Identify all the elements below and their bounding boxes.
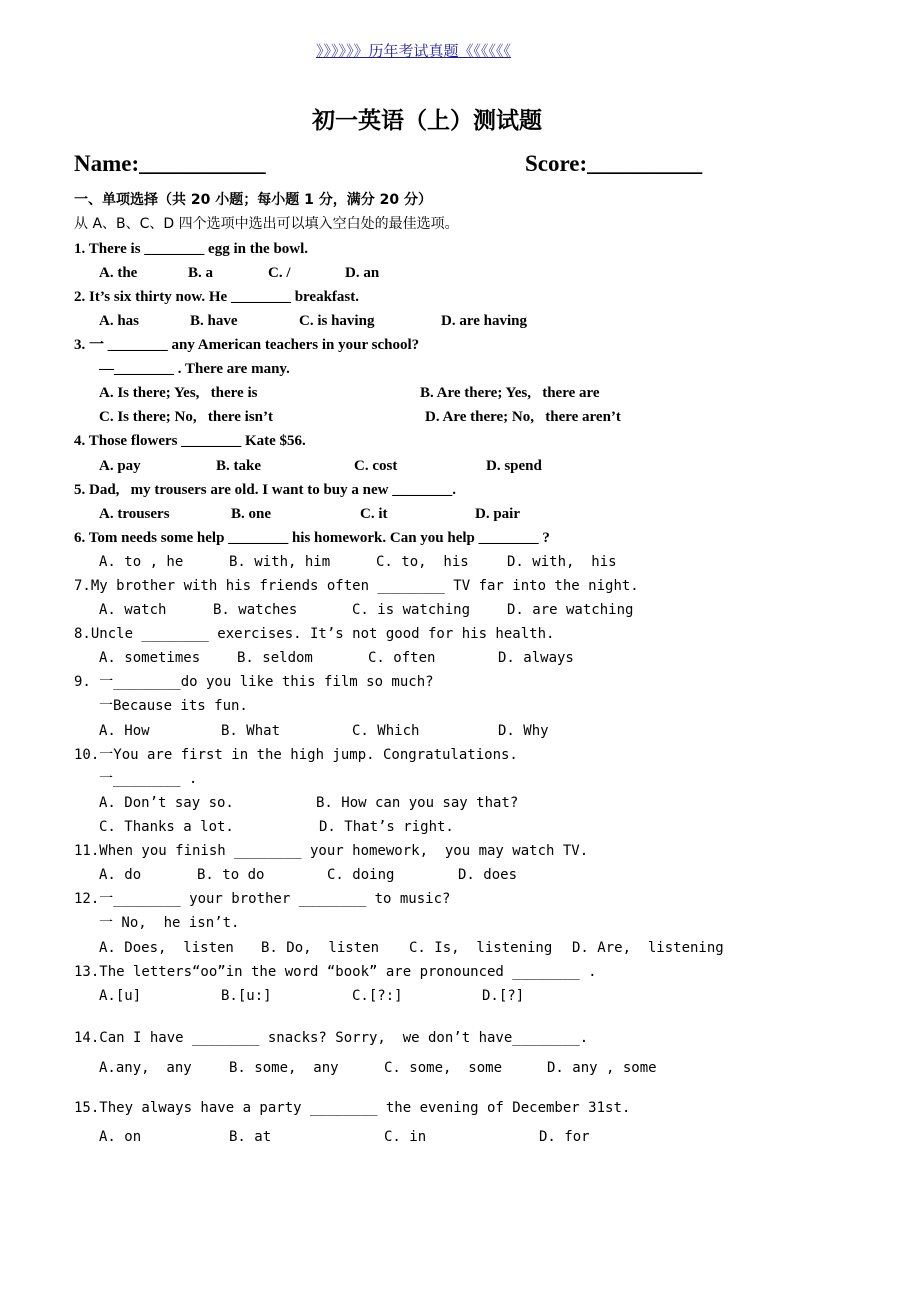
option-a: A.[u] xyxy=(99,988,142,1004)
option-d: D. does xyxy=(458,867,518,883)
option-c: C. Which xyxy=(352,723,420,739)
question-stem: 15.They always have a party ________ the evening of December 31st. xyxy=(74,1100,631,1116)
option-b: B. at xyxy=(229,1129,272,1145)
option-c: C. Is there; No, there isn’t xyxy=(99,409,274,425)
question-options xyxy=(0,1058,920,1078)
question-stem: 4. Those flowers ________ Kate $56. xyxy=(74,433,306,449)
option-b: B. with, him xyxy=(229,554,331,570)
question-stem: 8.Uncle ________ exercises. It’s not good for his health. xyxy=(74,626,555,642)
option-d: D. That’s right. xyxy=(319,819,454,835)
option-c: C. often xyxy=(368,650,436,666)
option-d: D. are watching xyxy=(507,602,634,618)
option-a: A.any, any xyxy=(99,1060,192,1076)
question-stem-answer: 一 No, he isn’t. xyxy=(99,915,240,931)
option-c: C. is watching xyxy=(352,602,471,618)
option-d: D. Are there; No, there aren’t xyxy=(425,409,621,425)
option-a: A. the xyxy=(99,265,138,281)
option-c: C. some, some xyxy=(384,1060,503,1076)
question-options xyxy=(0,793,920,813)
question-options xyxy=(0,721,920,741)
question-stem-answer: 一Because its fun. xyxy=(99,698,248,714)
question-options xyxy=(0,817,920,837)
option-b: B. Do, listen xyxy=(261,940,380,956)
question-stem: 11.When you finish ________ your homework, you may watch TV. xyxy=(74,843,589,859)
question-stem: 9. 一________do you like this film so much? xyxy=(74,674,434,690)
option-c: C. Thanks a lot. xyxy=(99,819,234,835)
option-b: B. What xyxy=(221,723,281,739)
option-a: A. trousers xyxy=(99,506,170,522)
option-c: C. doing xyxy=(327,867,395,883)
option-d: D. an xyxy=(345,265,380,281)
option-c: C. / xyxy=(268,265,291,281)
question-stem: 13.The letters“oo”in the word “book” are pronounced ________ . xyxy=(74,964,597,980)
section-title: 一、单项选择（共 20 小题；每小题 1 分，满分 20 分） xyxy=(74,192,432,208)
option-b: B. take xyxy=(216,458,261,474)
option-a: A. on xyxy=(99,1129,142,1145)
option-a: A. Is there; Yes, there is xyxy=(99,385,258,401)
question-options xyxy=(0,600,920,620)
option-b: B. a xyxy=(188,265,214,281)
question-stem: 2. It’s six thirty now. He ________ breakfast. xyxy=(74,289,359,305)
question-stem: 12.一________ your brother ________ to music? xyxy=(74,891,451,907)
question-options xyxy=(0,938,920,958)
option-d: D.[?] xyxy=(482,988,525,1004)
question-options xyxy=(0,504,920,524)
option-c: C. Is, listening xyxy=(409,940,553,956)
option-c: C. cost xyxy=(354,458,398,474)
option-d: D. Why xyxy=(498,723,549,739)
option-b: B. to do xyxy=(197,867,265,883)
question-stem: 10.一You are first in the high jump. Congratulations. xyxy=(74,747,518,763)
option-a: A. How xyxy=(99,723,150,739)
option-a: A. Don’t say so. xyxy=(99,795,234,811)
page-title: 初一英语（上）测试题 xyxy=(312,107,542,134)
option-d: D. are having xyxy=(441,313,527,329)
option-c: C. to, his xyxy=(376,554,469,570)
section-instruction: 从 A、B、C、D 四个选项中选出可以填入空白处的最佳选项。 xyxy=(74,216,459,232)
question-stem: 1. There is ________ egg in the bowl. xyxy=(74,241,309,257)
option-d: D. Are, listening xyxy=(572,940,724,956)
option-d: D. spend xyxy=(486,458,542,474)
option-d: D. any , some xyxy=(547,1060,657,1076)
question-options xyxy=(0,456,920,476)
name-field-label: Name:___________ xyxy=(74,151,266,176)
option-b: B. some, any xyxy=(229,1060,339,1076)
question-options xyxy=(0,552,920,572)
option-a: A. Does, listen xyxy=(99,940,234,956)
question-options xyxy=(0,311,920,331)
question-options xyxy=(0,865,920,885)
header-link[interactable]: 》》》》》》历年考试真题《《《《《《 xyxy=(316,42,512,60)
option-b: B. watches xyxy=(213,602,298,618)
question-options xyxy=(0,648,920,668)
option-b: B. have xyxy=(190,313,238,329)
score-field-label: Score:__________ xyxy=(525,151,703,176)
question-stem: 5. Dad, my trousers are old. I want to buy a new ________. xyxy=(74,482,456,498)
option-d: D. pair xyxy=(475,506,520,522)
option-c: C. is having xyxy=(299,313,375,329)
question-stem: 7.My brother with his friends often ________ TV far into the night. xyxy=(74,578,639,594)
question-stem: 6. Tom needs some help ________ his homework. Can you help ________ ? xyxy=(74,530,550,546)
option-a: A. pay xyxy=(99,458,141,474)
option-a: A. to , he xyxy=(99,554,184,570)
option-b: B. one xyxy=(231,506,272,522)
option-a: A. sometimes xyxy=(99,650,201,666)
option-a: A. do xyxy=(99,867,142,883)
option-a: A. has xyxy=(99,313,140,329)
question-stem-answer: —________ . There are many. xyxy=(99,361,290,377)
option-c: C. in xyxy=(384,1129,427,1145)
option-b: B. seldom xyxy=(237,650,313,666)
option-b: B. Are there; Yes, there are xyxy=(420,385,600,401)
question-options xyxy=(0,383,920,403)
option-d: D. with, his xyxy=(507,554,617,570)
option-b: B.[u:] xyxy=(221,988,272,1004)
option-c: C. it xyxy=(360,506,388,522)
question-options xyxy=(0,407,920,427)
question-options xyxy=(0,263,920,283)
option-a: A. watch xyxy=(99,602,167,618)
question-stem: 14.Can I have ________ snacks? Sorry, we don’t have________. xyxy=(74,1030,589,1046)
question-options xyxy=(0,1127,920,1147)
question-stem: 3. 一 ________ any American teachers in your school? xyxy=(74,337,420,353)
option-d: D. for xyxy=(539,1129,590,1145)
option-b: B. How can you say that? xyxy=(316,795,519,811)
question-options xyxy=(0,986,920,1006)
option-c: C.[?:] xyxy=(352,988,403,1004)
question-stem-answer: 一________ . xyxy=(99,771,198,787)
option-d: D. always xyxy=(498,650,574,666)
